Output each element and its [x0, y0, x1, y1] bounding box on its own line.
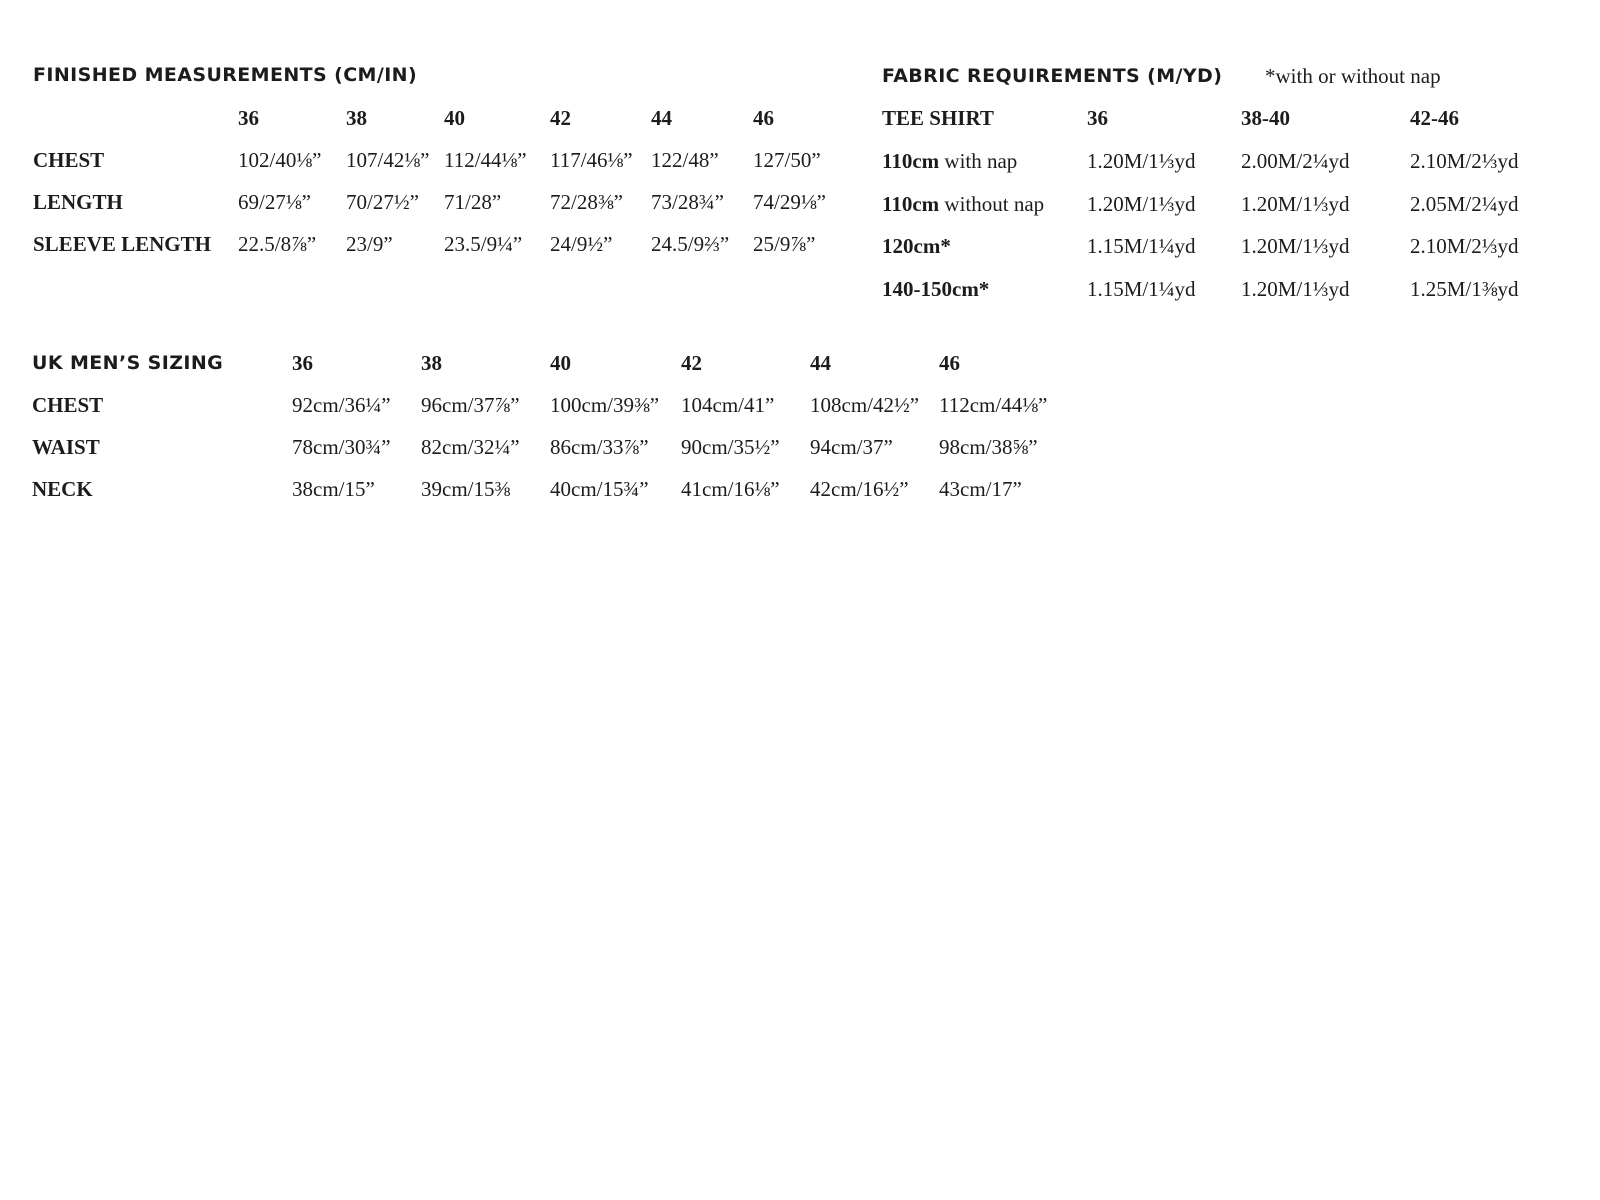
fabric-cell: 1.15M/1¼yd — [1087, 234, 1196, 258]
finished-cell: 107/42⅛” — [346, 148, 430, 172]
fabric-cell: 1.20M/1⅓yd — [1087, 149, 1196, 173]
fabric-cell: 2.10M/2⅓yd — [1410, 234, 1519, 258]
finished-row-label: SLEEVE LENGTH — [33, 232, 211, 256]
uk-cell: 104cm/41” — [681, 393, 775, 417]
uk-cell: 78cm/30¾” — [292, 435, 391, 459]
finished-size-header: 40 — [444, 106, 465, 130]
finished-cell: 23/9” — [346, 232, 393, 256]
fabric-width: 140-150cm* — [882, 277, 990, 301]
finished-size-header: 38 — [346, 106, 367, 130]
finished-size-header: 44 — [651, 106, 672, 130]
uk-cell: 86cm/33⅞” — [550, 435, 649, 459]
uk-size-header: 38 — [421, 351, 442, 375]
uk-cell: 90cm/35½” — [681, 435, 780, 459]
finished-cell: 102/40⅛” — [238, 148, 322, 172]
fabric-cell: 1.20M/1⅓yd — [1241, 277, 1350, 301]
uk-size-header: 44 — [810, 351, 831, 375]
fabric-cell: 2.05M/2¼yd — [1410, 192, 1519, 216]
uk-row-label: NECK — [32, 477, 93, 501]
fabric-row-label — [882, 192, 1044, 216]
fabric-nap-type: with nap — [939, 149, 1018, 173]
uk-size-header: 40 — [550, 351, 571, 375]
fabric-size-header: 38-40 — [1241, 106, 1290, 130]
fabric-size-header: 36 — [1087, 106, 1108, 130]
fabric-cell: 1.15M/1¼yd — [1087, 277, 1196, 301]
uk-cell: 98cm/38⅝” — [939, 435, 1038, 459]
uk-row-label: CHEST — [32, 393, 104, 417]
uk-cell: 108cm/42½” — [810, 393, 920, 417]
finished-cell: 117/46⅛” — [550, 148, 633, 172]
finished-size-header: 36 — [238, 106, 259, 130]
finished-cell: 74/29⅛” — [753, 190, 826, 214]
fabric-row-label — [882, 149, 1017, 173]
finished-cell: 72/28⅜” — [550, 190, 623, 214]
uk-cell: 40cm/15¾” — [550, 477, 649, 501]
finished-cell: 69/27⅛” — [238, 190, 311, 214]
uk-cell: 39cm/15⅜ — [421, 477, 511, 501]
fabric-requirements-heading: FABRIC REQUIREMENTS (M/YD) — [882, 65, 1223, 87]
fabric-cell: 1.20M/1⅓yd — [1087, 192, 1196, 216]
finished-cell: 71/28” — [444, 190, 502, 214]
fabric-cell: 2.10M/2⅓yd — [1410, 149, 1519, 173]
uk-size-header: 36 — [292, 351, 313, 375]
uk-sizing-heading: UK MEN’S SIZING — [32, 352, 224, 374]
fabric-cell: 1.25M/1⅜yd — [1410, 277, 1519, 301]
fabric-cell: 2.00M/2¼yd — [1241, 149, 1350, 173]
fabric-width: 110cm — [882, 149, 940, 173]
uk-size-header: 42 — [681, 351, 702, 375]
finished-cell: 127/50” — [753, 148, 821, 172]
fabric-cell: 1.20M/1⅓yd — [1241, 234, 1350, 258]
fabric-row-label — [882, 277, 989, 301]
finished-cell: 24.5/9⅔” — [651, 232, 730, 256]
uk-cell: 41cm/16⅛” — [681, 477, 780, 501]
fabric-row-label — [882, 234, 951, 258]
uk-cell: 42cm/16½” — [810, 477, 909, 501]
finished-cell: 23.5/9¼” — [444, 232, 523, 256]
fabric-size-header: 42-46 — [1410, 106, 1459, 130]
finished-size-header: 46 — [753, 106, 774, 130]
uk-size-header: 46 — [939, 351, 960, 375]
finished-row-label: LENGTH — [33, 190, 123, 214]
fabric-cell: 1.20M/1⅓yd — [1241, 192, 1350, 216]
uk-cell: 94cm/37” — [810, 435, 893, 459]
uk-row-label: WAIST — [32, 435, 100, 459]
uk-cell: 96cm/37⅞” — [421, 393, 520, 417]
fabric-nap-note: *with or without nap — [1265, 64, 1441, 88]
uk-cell: 112cm/44⅛” — [939, 393, 1048, 417]
fabric-width: 110cm — [882, 192, 940, 216]
finished-row-label: CHEST — [33, 148, 105, 172]
finished-cell: 70/27½” — [346, 190, 419, 214]
finished-cell: 73/28¾” — [651, 190, 724, 214]
finished-size-header: 42 — [550, 106, 571, 130]
fabric-nap-type: without nap — [939, 192, 1045, 216]
uk-cell: 92cm/36¼” — [292, 393, 391, 417]
finished-cell: 112/44⅛” — [444, 148, 527, 172]
uk-cell: 38cm/15” — [292, 477, 375, 501]
fabric-width: 120cm* — [882, 234, 951, 258]
finished-cell: 122/48” — [651, 148, 719, 172]
finished-cell: 25/9⅞” — [753, 232, 816, 256]
fabric-garment-label: TEE SHIRT — [882, 106, 994, 130]
finished-cell: 24/9½” — [550, 232, 613, 256]
uk-cell: 43cm/17” — [939, 477, 1022, 501]
uk-cell: 100cm/39⅜” — [550, 393, 660, 417]
finished-cell: 22.5/8⅞” — [238, 232, 317, 256]
finished-measurements-heading: FINISHED MEASUREMENTS (CM/IN) — [33, 64, 418, 86]
uk-cell: 82cm/32¼” — [421, 435, 520, 459]
